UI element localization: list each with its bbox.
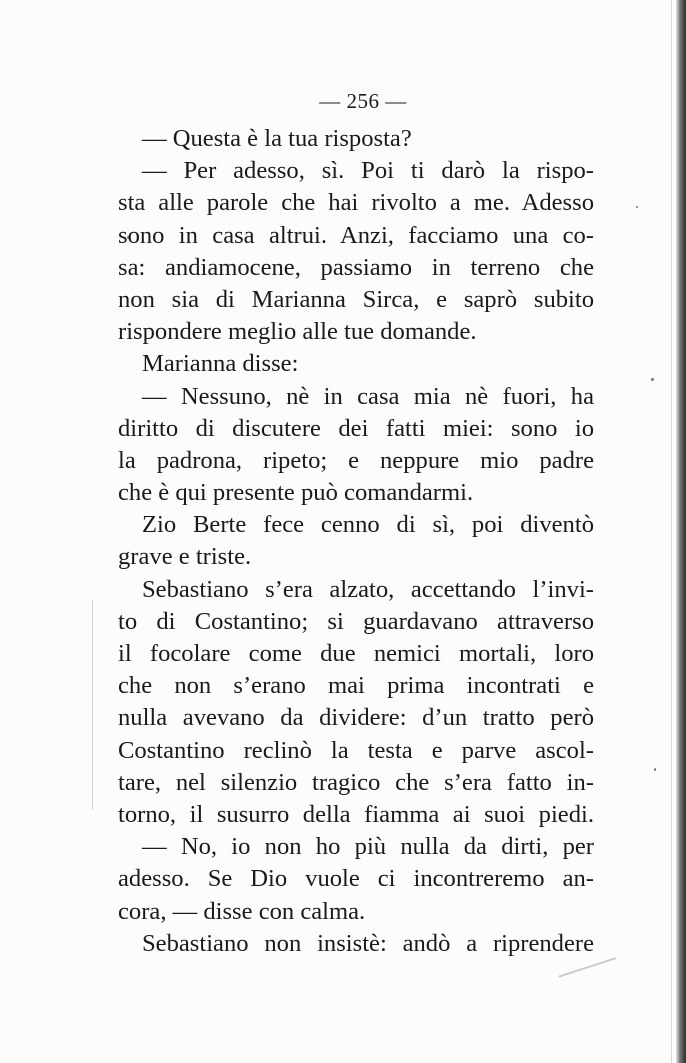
text-line: torno, il susurro della fiamma ai suoi piedi. [118,800,594,828]
text-line: Sebastiano non insistè: andò a riprendere [142,929,594,957]
text-line: tare, nel silenzio tragico che s’era fatto in- [118,768,594,796]
text-line: che è qui presente può comandarmi. [118,479,474,507]
ink-smudge [558,957,621,995]
text-line: grave e triste. [118,543,252,571]
text-line: il focolare come due nemici mortali, loro [118,640,594,667]
text-line: sta alle parole che hai rivolto a me. Adesso [118,189,594,217]
page-number: — 256 — [319,89,407,113]
text-line: non sia di Marianna Sirca, e saprò subito [118,285,594,313]
text-line: — No, io non ho più nulla da dirti, per [142,833,594,861]
text-line: sono in casa altrui. Anzi, facciamo una co- [118,221,594,249]
text-line: Sebastiano s’era alzato, accettando l’invi- [142,575,594,603]
text-line: to di Costantino; si guardavano attraverso [118,607,594,635]
text-line: — Per adesso, sì. Poi ti darò la rispo- [142,157,594,185]
text-line: la padrona, ripeto; e neppure mio padre [118,446,594,474]
speck [651,378,654,381]
book-spine-shadow [676,0,686,1063]
text-line: sa: andiamocene, passiamo in terreno che [118,253,594,281]
speck [636,206,638,208]
body-text [118,123,594,960]
text-line: Zio Berte fece cenno di sì, poi diventò [142,511,594,539]
speck [654,768,656,771]
text-line: cora, — disse con calma. [118,897,366,925]
text-line: rispondere meglio alle tue domande. [118,318,477,346]
text-line: che non s’erano mai prima incontrati e [118,672,594,700]
text-line: Marianna disse: [142,350,299,378]
text-line: nulla avevano da dividere: d’un tratto però [118,704,594,732]
text-line: adesso. Se Dio vuole ci incontreremo an- [118,865,594,893]
margin-mark [92,600,93,810]
text-line: diritto di discutere dei fatti miei: sono io [118,414,594,442]
text-line: — Questa è la tua risposta? [142,125,412,152]
text-line: — Nessuno, nè in casa mia nè fuori, ha [142,382,594,410]
text-line: Costantino reclinò la testa e parve ascol- [118,736,594,764]
page-edge-line [671,0,672,1063]
